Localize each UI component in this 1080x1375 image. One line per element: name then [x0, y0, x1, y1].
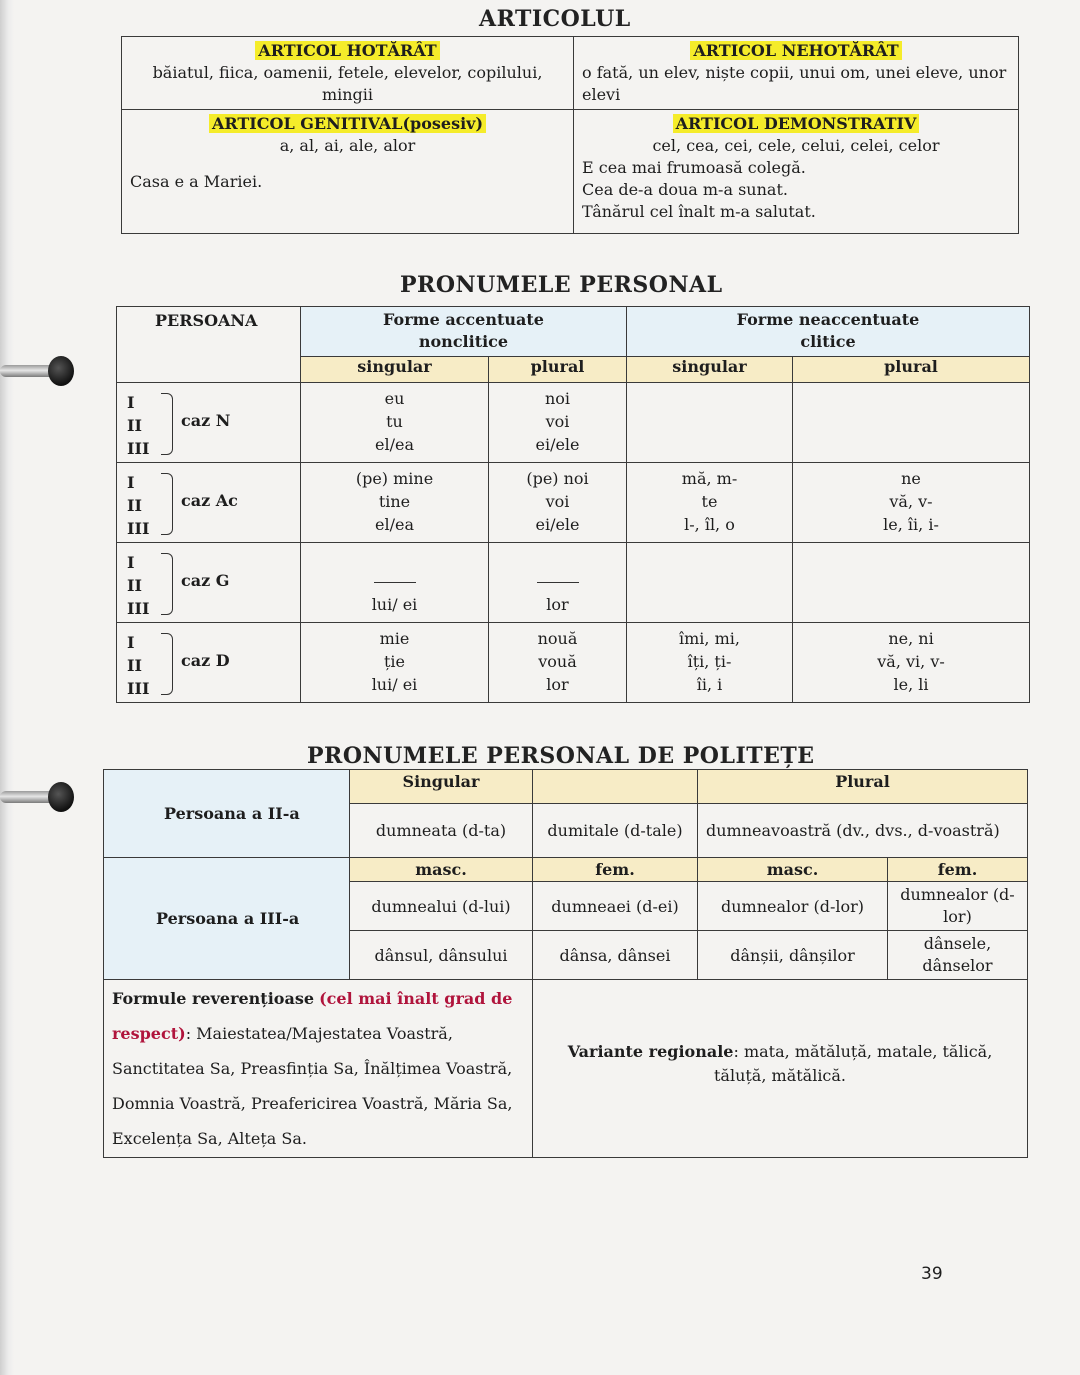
variante-text: : mata, mătăluță, matale, tălică, tăluță, mătălică.	[713, 1041, 993, 1085]
masc-header: masc.	[698, 858, 888, 882]
hotarat-title: ARTICOL HOTĂRÂT	[255, 41, 439, 60]
articol-hotarat-cell	[122, 37, 574, 110]
page-number: 39	[921, 1264, 943, 1284]
formule-paren: (cel mai înalt grad de respect)	[112, 989, 513, 1043]
politete-table	[103, 769, 1028, 1158]
pol-cell: dânșii, dânșilor	[698, 931, 888, 980]
case-name: caz N	[181, 411, 231, 430]
pol-plural-header: Plural	[698, 770, 1028, 804]
acc-sg-cell: lui/ ei	[301, 543, 489, 623]
demonstrativ-title: ARTICOL DEMONSTRATIV	[673, 114, 920, 133]
pol-cell: dumnealor (d-lor)	[698, 882, 888, 931]
acc-pl-cell: nouă vouă lor	[489, 623, 627, 703]
accentuate-header: Forme accentuate nonclitice	[301, 307, 627, 357]
case-name: caz Ac	[181, 491, 238, 510]
masc-header: masc.	[350, 858, 533, 882]
genitival-forms: a, al, ai, ale, alor	[279, 136, 416, 155]
case-label-cell: I II III caz G	[117, 543, 301, 623]
binder-ring	[0, 782, 76, 812]
case-row-d	[117, 623, 1030, 703]
case-label-cell: I II III caz D	[117, 623, 301, 703]
genitival-example: Casa e a Mariei.	[130, 172, 263, 191]
acc-singular-header: singular	[301, 357, 489, 383]
neacc-pl-cell	[793, 543, 1030, 623]
persoana-header: PERSOANA	[117, 307, 301, 383]
formule-text: : Maiestatea/Majestatea Voastră, Sanctitatea Sa, Preasfinția Sa, Înălțimea Voastră, Domnia Voastră, Preafericirea Voastră, Măria Sa, Excelența Sa, Alteța Sa.	[112, 1024, 513, 1148]
articol-nehotarat-cell	[574, 37, 1019, 110]
formule-cell	[104, 980, 533, 1158]
acc-sg-cell: eu tu el/ea	[301, 383, 489, 463]
acc-sg-cell: mie ție lui/ ei	[301, 623, 489, 703]
case-row-ac	[117, 463, 1030, 543]
neacc-pl-cell: ne vă, v- le, îi, i-	[793, 463, 1030, 543]
demonstrativ-example: Cea de-a doua m-a sunat.	[582, 180, 788, 199]
pronume-table	[116, 306, 1030, 703]
acc-pl-cell: lor	[489, 543, 627, 623]
variante-label: Variante regionale	[567, 1041, 734, 1061]
page-edge	[0, 0, 14, 1375]
nehotarat-text: o fată, un elev, niște copii, unui om, unei eleve, unor elevi	[582, 63, 1007, 104]
formule-label: Formule reverențioase	[112, 989, 314, 1008]
demonstrativ-example: E cea mai frumoasă colegă.	[582, 158, 806, 177]
acc-plural-header: plural	[489, 357, 627, 383]
pol-cell: dumnealor (d-lor)	[888, 882, 1028, 931]
neaccentuate-header: Forme neaccentuate clitice	[627, 307, 1030, 357]
pol-singular-header: Singular	[350, 770, 533, 804]
neacc-singular-header: singular	[627, 357, 793, 383]
pol-cell: dânsele, dânselor	[888, 931, 1028, 980]
demonstrativ-forms: cel, cea, cei, cele, celui, celei, celor	[652, 136, 940, 155]
neacc-sg-cell: mă, m- te l-, îl, o	[627, 463, 793, 543]
articol-title: ARTICOLUL	[479, 6, 631, 32]
case-row-g	[117, 543, 1030, 623]
pers2-middle: dumitale (d-tale)	[533, 804, 698, 858]
acc-pl-cell: noi voi ei/ele	[489, 383, 627, 463]
persoana-3-label: Persoana a III-a	[104, 858, 350, 980]
pronume-title: PRONUMELE PERSONAL	[400, 272, 723, 298]
pol-cell: dânsa, dânsei	[533, 931, 698, 980]
pers2-singular: dumneata (d-ta)	[350, 804, 533, 858]
nehotarat-title: ARTICOL NEHOTĂRÂT	[690, 41, 901, 60]
acc-pl-cell: (pe) noi voi ei/ele	[489, 463, 627, 543]
variante-cell	[533, 980, 1028, 1158]
articol-demonstrativ-cell	[574, 110, 1019, 234]
pol-cell: dânsul, dânsului	[350, 931, 533, 980]
politete-title: PRONUMELE PERSONAL DE POLITEȚE	[307, 743, 815, 769]
neacc-sg-cell	[627, 543, 793, 623]
persoana-2-label: Persoana a II-a	[104, 770, 350, 858]
neacc-pl-cell: ne, ni vă, vi, v- le, li	[793, 623, 1030, 703]
pol-empty-header	[533, 770, 698, 804]
binder-ring	[0, 356, 76, 386]
case-label-cell: I II III caz N	[117, 383, 301, 463]
pol-cell: dumnealui (d-lui)	[350, 882, 533, 931]
pol-cell: dumneaei (d-ei)	[533, 882, 698, 931]
fem-header: fem.	[533, 858, 698, 882]
acc-sg-cell: (pe) mine tine el/ea	[301, 463, 489, 543]
neacc-plural-header: plural	[793, 357, 1030, 383]
neacc-pl-cell	[793, 383, 1030, 463]
fem-header: fem.	[888, 858, 1028, 882]
case-row-n	[117, 383, 1030, 463]
case-name: caz G	[181, 571, 230, 590]
articol-table	[121, 36, 1019, 234]
case-label-cell: I II III caz Ac	[117, 463, 301, 543]
demonstrativ-example: Tânărul cel înalt m-a salutat.	[582, 202, 816, 221]
neacc-sg-cell	[627, 383, 793, 463]
hotarat-text: băiatul, fiica, oamenii, fetele, elevelor, copilului, mingii	[152, 63, 543, 104]
pers2-plural: dumneavoastră (dv., dvs., d-voastră)	[698, 804, 1028, 858]
articol-genitival-cell	[122, 110, 574, 234]
genitival-title: ARTICOL GENITIVAL(posesiv)	[209, 114, 486, 133]
neacc-sg-cell: îmi, mi, îți, ți- îi, i	[627, 623, 793, 703]
case-name: caz D	[181, 651, 230, 670]
